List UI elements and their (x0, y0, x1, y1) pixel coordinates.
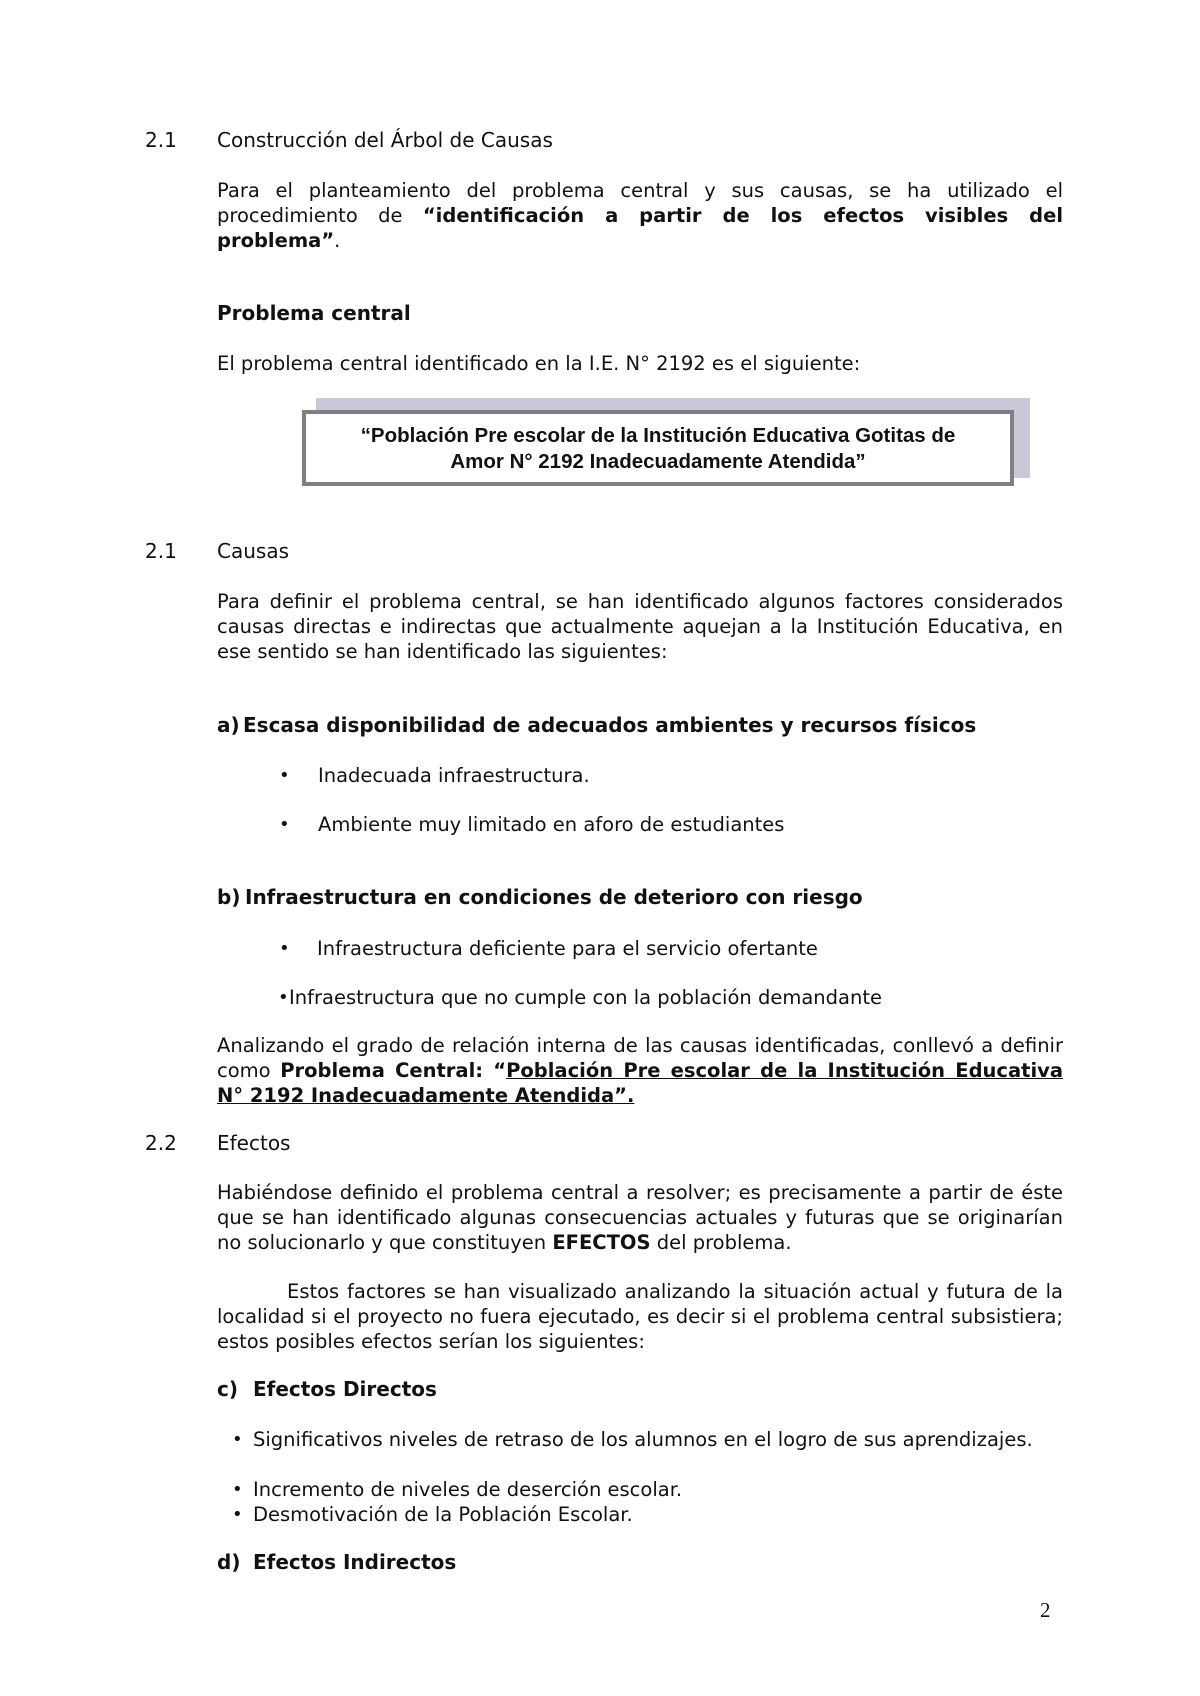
paragraph-text: Habiéndose definido el problema central a resolver; es precisamente a partir de éste que se han identificado algunas consecuencias actuales y futuras que se originarían no solucionarlo y que constituyen (217, 1181, 1063, 1254)
section-title: Causas (217, 539, 289, 563)
paragraph (217, 1033, 1063, 1108)
paragraph-text: Analizando el grado de relación interna de las causas identificadas, conllevó a definir como (217, 1034, 1063, 1082)
section-number: 2.1 (145, 128, 177, 152)
paragraph-end: . (334, 229, 341, 252)
list-item: Inadecuada infraestructura. (318, 764, 590, 787)
paragraph-emphasis: EFECTOS (552, 1231, 651, 1254)
paragraph-end: ”. (614, 1084, 635, 1107)
list-item: Desmotivación de la Población Escolar. (253, 1503, 633, 1526)
cause-title: Infraestructura en condiciones de deterioro con riesgo (245, 885, 863, 909)
effects-title: Efectos Indirectos (253, 1550, 457, 1574)
section-title: Efectos (217, 1131, 291, 1155)
paragraph-end: del problema. (650, 1231, 792, 1254)
paragraph: Estos factores se han visualizado analizando la situación actual y futura de la localidad si el proyecto no fuera ejecutado, es decir si el problema central subsistiera; estos posibles efectos serían los siguientes: (217, 1280, 1063, 1353)
problem-statement (302, 410, 1014, 486)
bullet-icon: • (232, 1504, 243, 1525)
list-letter: a) (217, 713, 240, 737)
paragraph-text: Para el planteamiento del problema central y sus causas, se ha utilizado el procedimiento de (217, 179, 1063, 227)
list-item: Ambiente muy limitado en aforo de estudiantes (318, 813, 785, 836)
list-letter: b) (217, 885, 241, 909)
paragraph-underlined: Población Pre escolar de la Institución Educativa N° 2192 Inadecuadamente Atendida (217, 1059, 1063, 1107)
bullet-icon: • (279, 814, 290, 835)
list-letter: c) (217, 1377, 238, 1401)
section-title: Construcción del Árbol de Causas (217, 128, 553, 152)
paragraph-emphasis: Problema Central: “ (280, 1059, 507, 1082)
problem-statement-line: “Población Pre escolar de la Institución Educativa Gotitas de (360, 424, 956, 447)
list-item: Infraestructura que no cumple con la población demandante (289, 986, 882, 1009)
effects-title: Efectos Directos (253, 1377, 437, 1401)
bullet-icon: • (279, 765, 290, 786)
problem-statement-box (302, 398, 1030, 494)
list-item: Significativos niveles de retraso de los alumnos en el logro de sus aprendizajes. (253, 1428, 1033, 1451)
bullet-icon: • (279, 938, 290, 959)
problem-statement-line: Amor N° 2192 Inadecuadamente Atendida” (450, 450, 866, 473)
paragraph: Para definir el problema central, se han identificado algunos factores considerados causas directas e indirectas que actualmente aquejan a la Institución Educativa, en ese sentido se han identificado las siguientes: (217, 590, 1063, 663)
list-letter: d) (217, 1550, 241, 1574)
section-number: 2.1 (145, 539, 177, 563)
list-item: Infraestructura deficiente para el servicio ofertante (317, 937, 818, 960)
bullet-icon: • (232, 1429, 243, 1450)
cause-title: Escasa disponibilidad de adecuados ambientes y recursos físicos (243, 713, 977, 737)
section-number: 2.2 (145, 1131, 177, 1155)
paragraph: El problema central identificado en la I.E. N° 2192 es el siguiente: (217, 352, 861, 375)
paragraph (217, 178, 1063, 253)
paragraph-emphasis: “identificación a partir de los efectos visibles del problema” (217, 204, 1063, 252)
paragraph (217, 1180, 1063, 1255)
bullet-icon: • (232, 1479, 243, 1500)
list-item: Incremento de niveles de deserción escolar. (253, 1478, 683, 1501)
bullet-icon: • (278, 987, 289, 1008)
page-number: 2 (1040, 1598, 1051, 1622)
subheading: Problema central (217, 301, 411, 325)
